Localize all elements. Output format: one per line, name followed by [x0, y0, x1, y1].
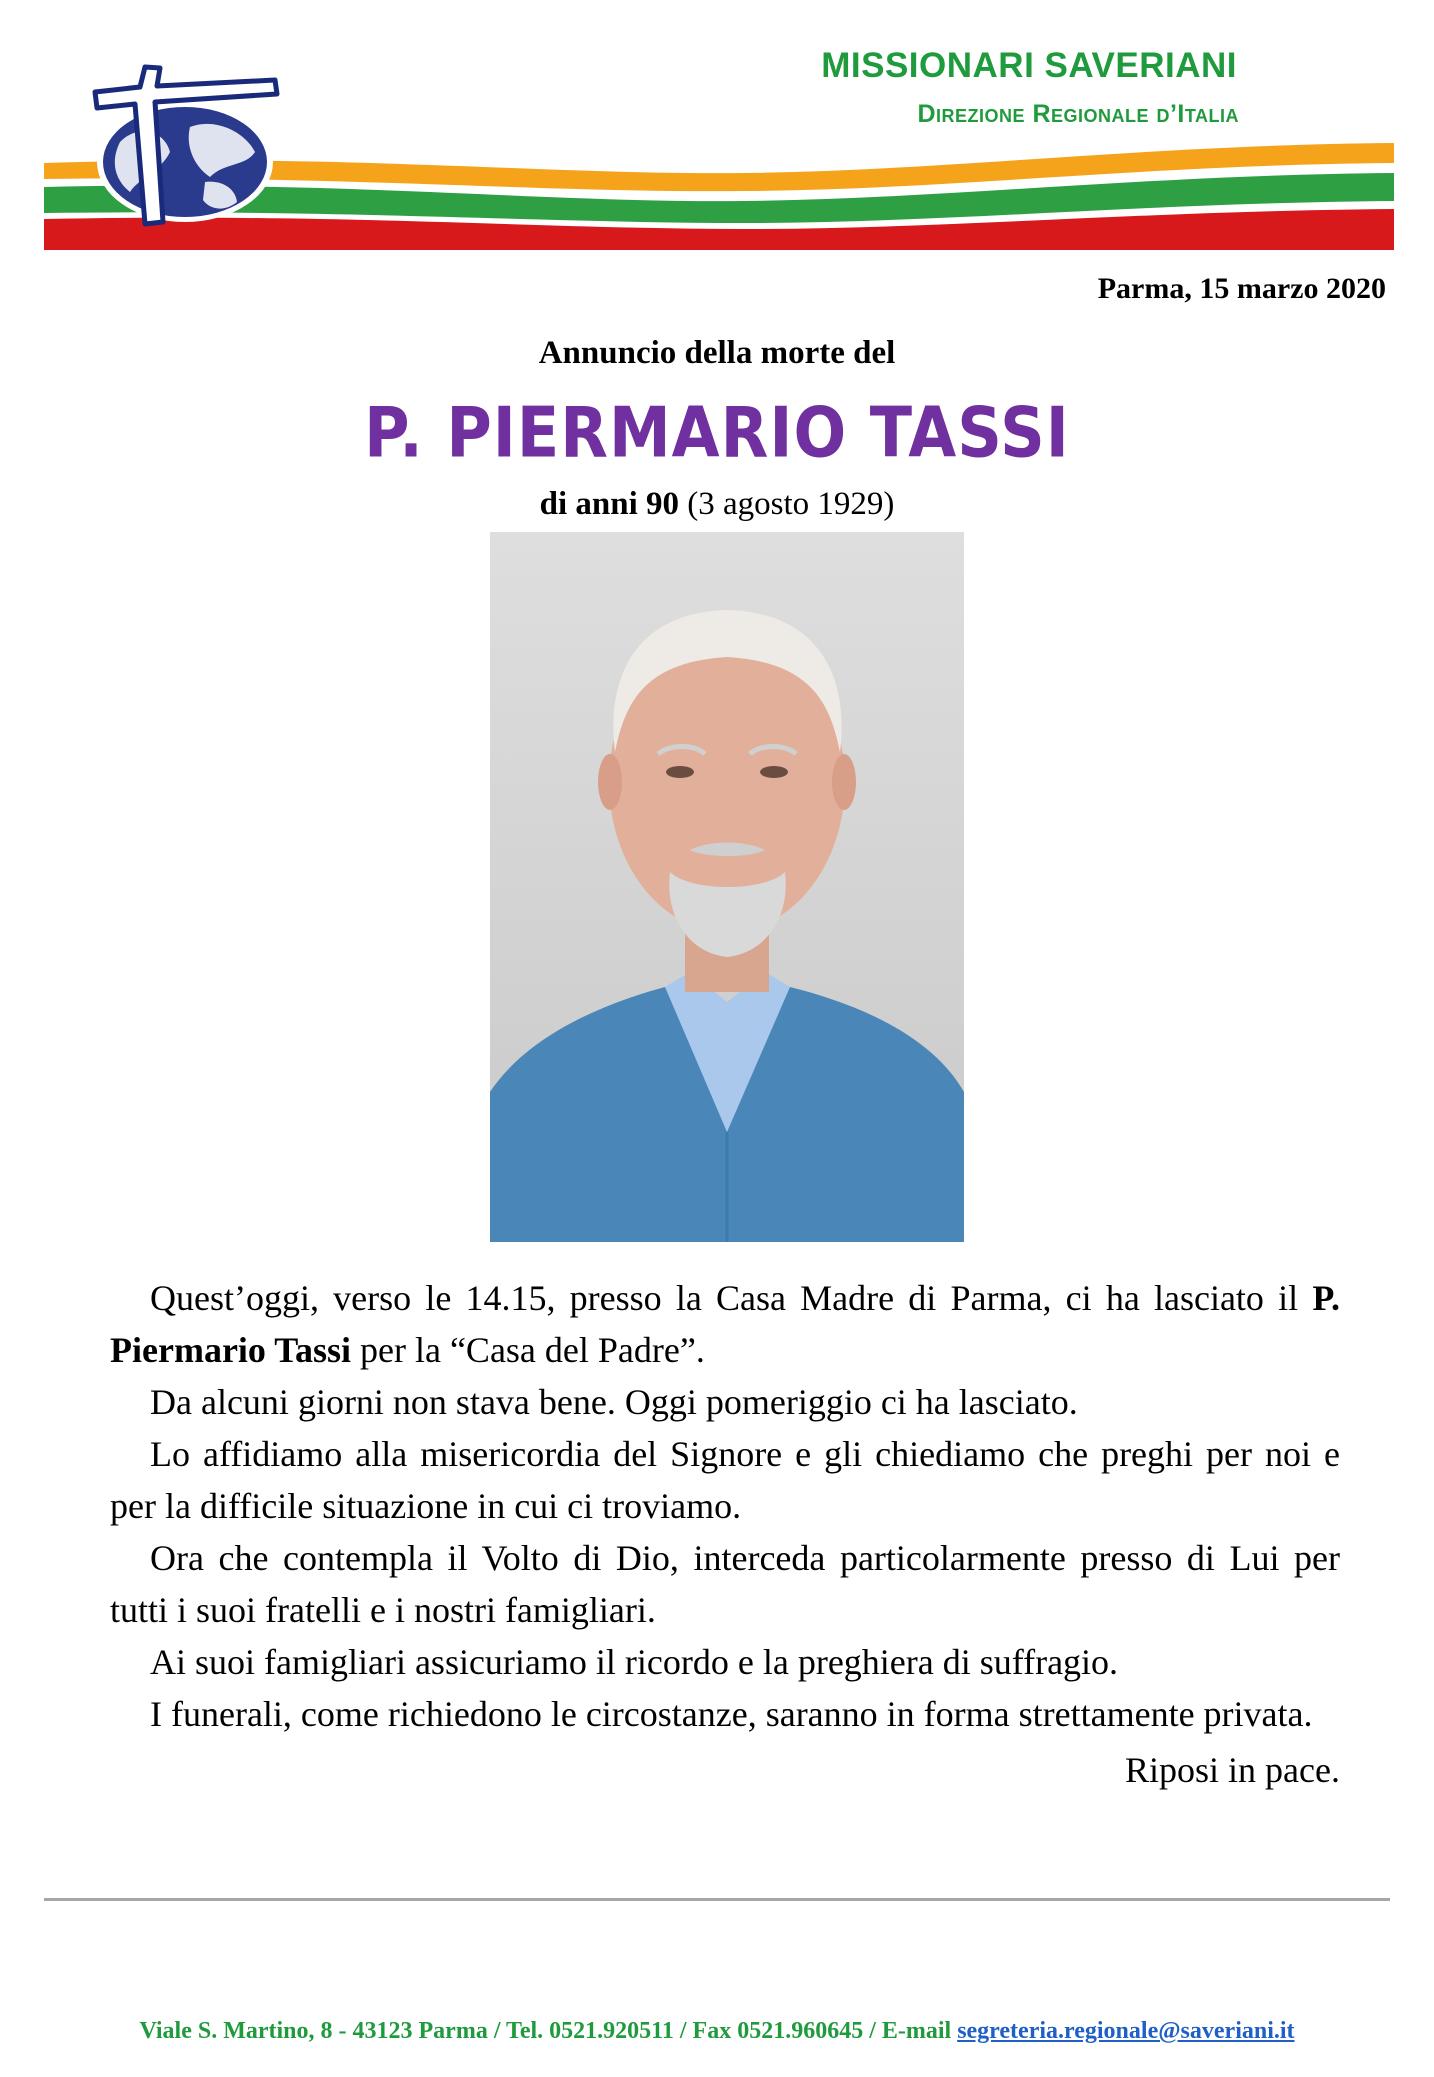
deceased-age	[0, 486, 1434, 523]
announcement-body	[110, 1272, 1340, 1796]
organization-subtitle: Direzione Regionale d’Italia	[917, 100, 1239, 128]
paragraph-6: I funerali, come richiedono le circostanze, saranno in forma strettamente privata.	[150, 1694, 1313, 1734]
email-link[interactable]: segreteria.regionale@saveriani.it	[957, 2018, 1295, 2044]
paragraph-4: Ora che contempla il Volto di Dio, interceda particolarmente presso di Lui per tutti i suoi fratelli e i nostri famigliari.	[110, 1538, 1340, 1630]
saveriani-logo	[85, 62, 285, 232]
portrait-photo	[490, 532, 964, 1242]
footer-address: Viale S. Martino, 8 - 43123 Parma / Tel. 0521.920511 / Fax 0521.960645 / E-mail	[139, 2018, 958, 2044]
announcement-intro: Annuncio della morte del	[538, 335, 896, 371]
paragraph-2: Da alcuni giorni non stava bene. Oggi pomeriggio ci ha lasciato.	[150, 1382, 1078, 1422]
organization-name: MISSIONARI SAVERIANI	[821, 46, 1237, 85]
paragraph-5: Ai suoi famigliari assicuriamo il ricordo e la preghiera di suffragio.	[150, 1642, 1119, 1682]
letterhead	[0, 0, 1434, 260]
deceased-name: P. PIERMARIO TASSI	[364, 391, 1070, 474]
birth-date: (3 agosto 1929)	[679, 486, 895, 522]
document-date: Parma, 15 marzo 2020	[1097, 272, 1386, 305]
age-bold: di anni 90	[539, 486, 679, 522]
paragraph-1	[110, 1272, 1340, 1376]
footer-contact	[0, 2018, 1434, 2045]
paragraph-1-end: per la “Casa del Padre”.	[351, 1330, 705, 1370]
paragraph-1-text: Quest’oggi, verso le 14.15, presso la Casa Madre di Parma, ci ha lasciato il	[150, 1278, 1313, 1318]
paragraph-3: Lo affidiamo alla misericordia del Signore e gli chiediamo che preghi per noi e per la difficile situazione in cui ci troviamo.	[110, 1434, 1340, 1526]
paragraph-1-name: P. Piermario Tassi	[110, 1278, 1340, 1370]
footer-divider	[44, 1898, 1390, 1901]
closing-line: Riposi in pace.	[1125, 1750, 1340, 1790]
